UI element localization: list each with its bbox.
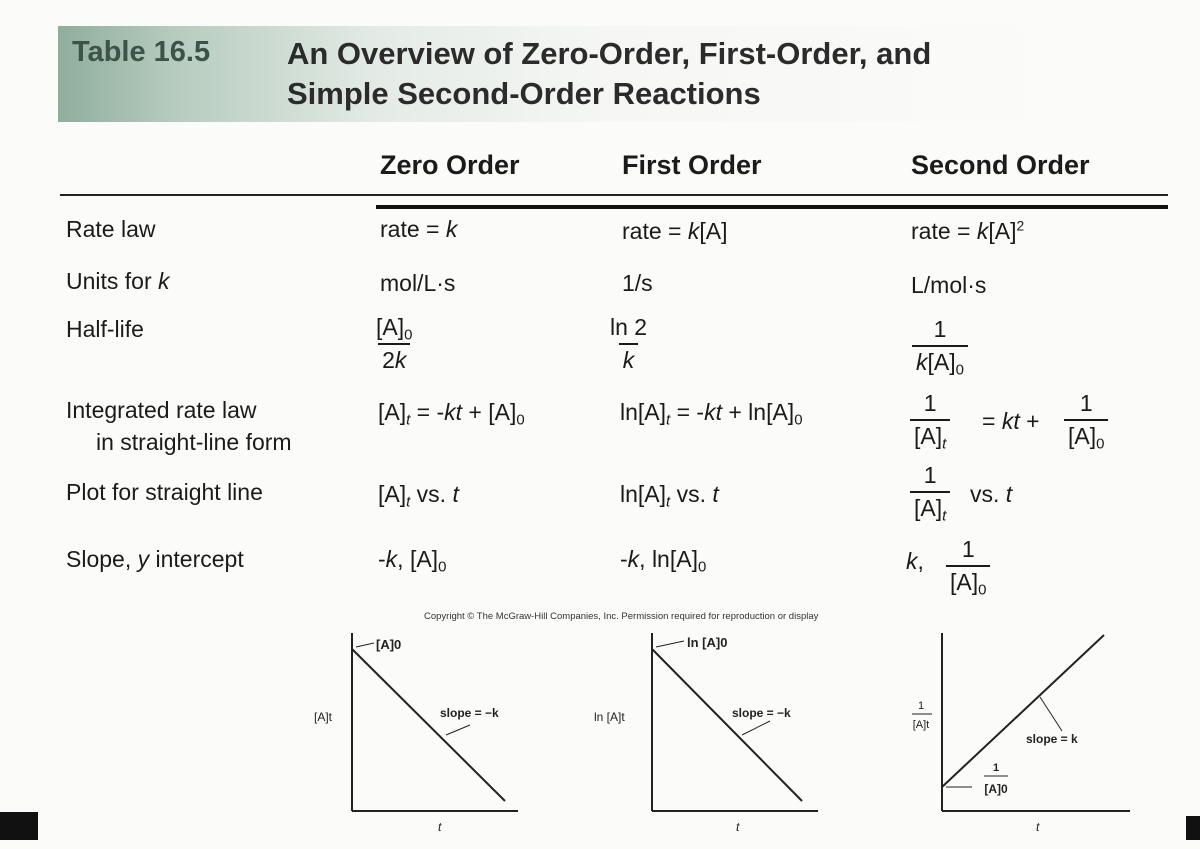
column-header-first-order: First Order bbox=[622, 150, 762, 180]
right-edge-mark bbox=[1186, 816, 1200, 840]
graph-zero-y-label: [A]t bbox=[314, 710, 333, 724]
table-number: Table 16.5 bbox=[72, 36, 211, 68]
header-rule-thin bbox=[60, 194, 1168, 196]
slope-zero: -k, $[A]_0$ bbox=[378, 546, 447, 576]
graph-zero-intercept-label: [A]0 bbox=[376, 637, 402, 652]
graph-second-slope-label: slope = k bbox=[1026, 732, 1078, 746]
graph-zero-slope-leader bbox=[446, 725, 470, 735]
table-title-line-1: An Overview of Zero-Order, First-Order, and bbox=[287, 36, 932, 71]
copyright-notice: Copyright © The McGraw-Hill Companies, Inc. Permission required for reproduction or display bbox=[424, 611, 819, 622]
graph-first-slope-leader bbox=[742, 721, 770, 735]
slope-second-frac: $\frac{1}{[A]_0}$ bbox=[946, 536, 990, 596]
graph-second-intercept-num: 1 bbox=[992, 762, 1000, 774]
graph-zero-order bbox=[300, 625, 550, 840]
integrated-second-rhs: $\frac{1}{[A]_0}$ bbox=[1064, 390, 1108, 450]
column-header-zero-order: Zero Order bbox=[380, 150, 520, 180]
units-zero: mol/L·s bbox=[380, 270, 456, 296]
graph-second-slope-leader bbox=[1040, 697, 1062, 731]
graph-first-order bbox=[590, 625, 840, 840]
column-header-second-order: Second Order bbox=[911, 150, 1090, 180]
half-life-second: $\frac{1}{k[A]_0}$ bbox=[912, 316, 968, 376]
row-label-integrated-1: Integrated rate law bbox=[66, 397, 257, 423]
row-label-units: Units for k bbox=[66, 268, 170, 294]
graph-zero-slope-label: slope = −k bbox=[440, 706, 499, 720]
row-label-rate-law: Rate law bbox=[66, 216, 156, 242]
units-first: 1/s bbox=[622, 270, 653, 296]
graph-zero-x-label: t bbox=[438, 820, 442, 834]
graph-second-y-label-num: 1 bbox=[917, 700, 925, 712]
graph-zero-intercept-leader bbox=[356, 643, 374, 647]
slope-first: -k, $\ln[A]_0$ bbox=[620, 546, 707, 576]
row-label-half-life: Half-life bbox=[66, 316, 144, 342]
slope-second-k: k, bbox=[906, 548, 924, 574]
graph-second-x-label: t bbox=[1036, 820, 1040, 834]
integrated-first: $\ln[A]_t = -kt + \ln[A]_0$ bbox=[620, 399, 803, 429]
row-label-integrated-2: in straight-line form bbox=[96, 429, 292, 455]
graph-second-intercept-den: [A]0 bbox=[984, 782, 1008, 796]
integrated-zero: $[A]_t = -kt + [A]_0$ bbox=[378, 399, 525, 429]
plot-first: $\ln[A]_t$ vs. t bbox=[620, 481, 719, 511]
left-edge-mark bbox=[0, 812, 38, 840]
graph-first-y-label: ln [A]t bbox=[594, 710, 625, 724]
integrated-second-lhs: $\frac{1}{[A]_t}$ bbox=[910, 390, 950, 450]
graph-first-intercept-leader bbox=[656, 641, 684, 647]
graph-first-x-label: t bbox=[736, 820, 740, 834]
graph-zero-line bbox=[352, 649, 505, 801]
graph-second-line bbox=[942, 635, 1104, 787]
graph-first-line bbox=[652, 649, 802, 801]
integrated-second-mid: = kt + bbox=[982, 408, 1040, 434]
plot-second-vs: vs. t bbox=[970, 481, 1013, 507]
rate-law-first: rate = k[A] bbox=[622, 218, 728, 244]
rate-law-zero: rate = k bbox=[380, 216, 458, 242]
plot-zero: $[A]_t$ vs. t bbox=[378, 481, 459, 511]
graph-first-intercept-label: ln [A]0 bbox=[687, 635, 728, 650]
graph-second-y-label-den: [A]t bbox=[912, 719, 930, 731]
row-label-plot: Plot for straight line bbox=[66, 479, 263, 505]
graph-first-slope-label: slope = −k bbox=[732, 706, 791, 720]
graph-second-order bbox=[900, 625, 1140, 840]
half-life-zero: $\frac{[A]_0}{2k}$ bbox=[376, 314, 413, 373]
units-second: L/mol·s bbox=[911, 272, 987, 298]
rate-law-second: rate = $k[A]^2$ bbox=[911, 218, 1025, 244]
plot-second-frac: $\frac{1}{[A]_t}$ bbox=[910, 462, 950, 522]
header-rule-thick bbox=[376, 205, 1168, 209]
half-life-first: $\frac{\ln 2}{k}$ bbox=[610, 314, 648, 373]
row-label-slope: Slope, y intercept bbox=[66, 546, 244, 572]
table-title-line-2: Simple Second-Order Reactions bbox=[287, 76, 761, 111]
